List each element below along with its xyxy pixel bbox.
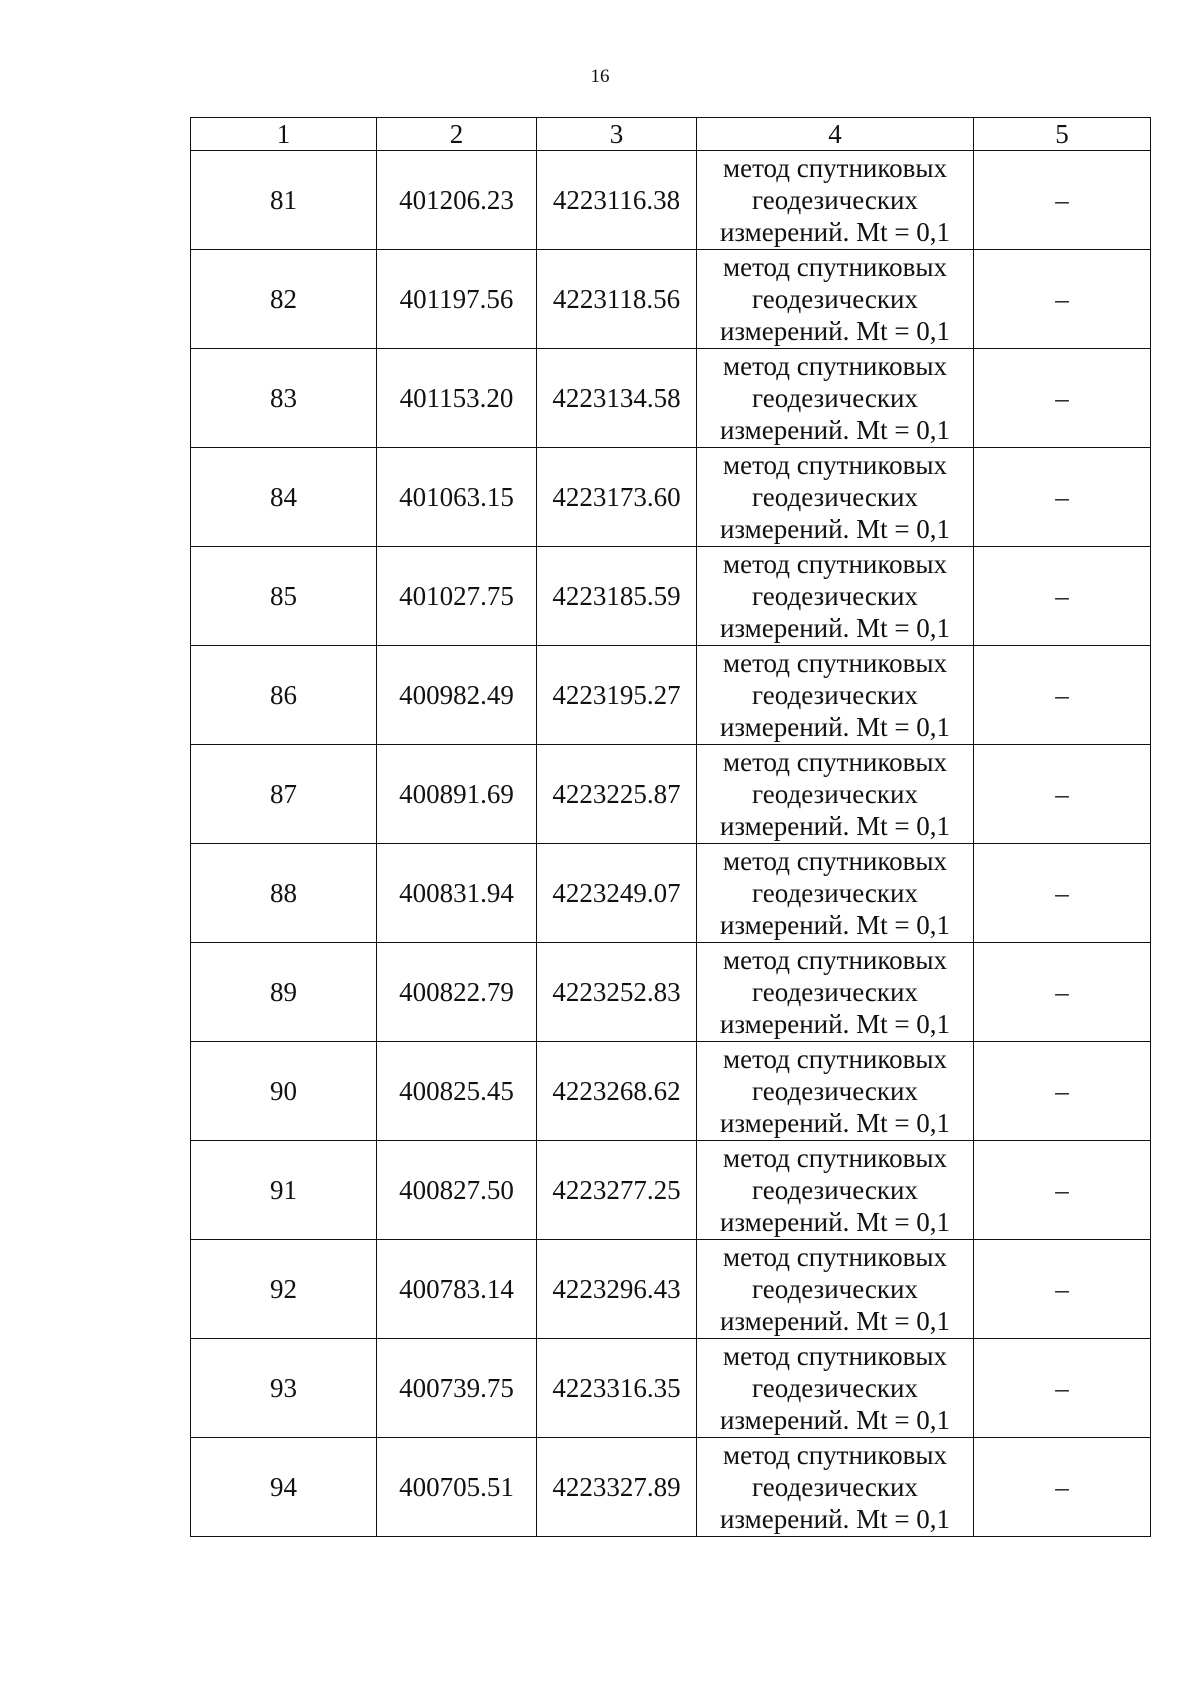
- note-cell: –: [974, 1141, 1151, 1240]
- table-row: [191, 1438, 1151, 1537]
- table-row: [191, 250, 1151, 349]
- x-coordinate-cell: 400827.50: [377, 1141, 537, 1240]
- method-line: измерений. Mt = 0,1: [719, 1009, 951, 1039]
- method-line: геодезических: [752, 581, 918, 611]
- x-coordinate-cell: 400822.79: [377, 943, 537, 1042]
- y-coordinate-cell: 4223316.35: [537, 1339, 697, 1438]
- note-cell: –: [974, 547, 1151, 646]
- note-cell: –: [974, 1438, 1151, 1537]
- point-number-cell: 94: [191, 1438, 377, 1537]
- point-number-cell: 92: [191, 1240, 377, 1339]
- method-cell: [697, 349, 974, 448]
- method-line: геодезических: [752, 482, 918, 512]
- method-line: геодезических: [752, 1175, 918, 1205]
- method-line: измерений. Mt = 0,1: [719, 613, 951, 643]
- y-coordinate-cell: 4223249.07: [537, 844, 697, 943]
- column-header-1: 1: [191, 118, 377, 151]
- point-number-cell: 90: [191, 1042, 377, 1141]
- note-cell: –: [974, 349, 1151, 448]
- method-line: измерений. Mt = 0,1: [719, 910, 951, 940]
- table-row: [191, 349, 1151, 448]
- y-coordinate-cell: 4223327.89: [537, 1438, 697, 1537]
- note-cell: –: [974, 448, 1151, 547]
- y-coordinate-cell: 4223268.62: [537, 1042, 697, 1141]
- method-cell: [697, 151, 974, 250]
- note-cell: –: [974, 1240, 1151, 1339]
- coordinates-table: [190, 117, 1151, 1537]
- note-cell: –: [974, 250, 1151, 349]
- method-line: измерений. Mt = 0,1: [719, 1504, 951, 1534]
- method-cell: [697, 943, 974, 1042]
- note-cell: –: [974, 151, 1151, 250]
- table-row: [191, 745, 1151, 844]
- method-line: геодезических: [752, 284, 918, 314]
- method-cell: [697, 1042, 974, 1141]
- table-row: [191, 1240, 1151, 1339]
- column-header-4: 4: [697, 118, 974, 151]
- point-number-cell: 86: [191, 646, 377, 745]
- table-row: [191, 844, 1151, 943]
- method-line: метод спутниковых: [723, 351, 947, 381]
- method-line: метод спутниковых: [723, 153, 947, 183]
- method-line: измерений. Mt = 0,1: [719, 1207, 951, 1237]
- method-cell: [697, 1240, 974, 1339]
- note-cell: –: [974, 646, 1151, 745]
- method-line: геодезических: [752, 185, 918, 215]
- table-row: [191, 547, 1151, 646]
- method-line: измерений. Mt = 0,1: [719, 514, 951, 544]
- method-cell: [697, 1339, 974, 1438]
- method-cell: [697, 1141, 974, 1240]
- method-line: метод спутниковых: [723, 1143, 947, 1173]
- point-number-cell: 93: [191, 1339, 377, 1438]
- point-number-cell: 83: [191, 349, 377, 448]
- method-cell: [697, 1438, 974, 1537]
- x-coordinate-cell: 400739.75: [377, 1339, 537, 1438]
- x-coordinate-cell: 401063.15: [377, 448, 537, 547]
- page-number: 16: [590, 66, 610, 87]
- method-line: измерений. Mt = 0,1: [719, 1108, 951, 1138]
- y-coordinate-cell: 4223134.58: [537, 349, 697, 448]
- table-row: [191, 1141, 1151, 1240]
- x-coordinate-cell: 400982.49: [377, 646, 537, 745]
- x-coordinate-cell: 400705.51: [377, 1438, 537, 1537]
- method-line: метод спутниковых: [723, 648, 947, 678]
- method-line: геодезических: [752, 680, 918, 710]
- point-number-cell: 91: [191, 1141, 377, 1240]
- method-line: геодезических: [752, 1076, 918, 1106]
- method-line: метод спутниковых: [723, 846, 947, 876]
- point-number-cell: 85: [191, 547, 377, 646]
- table-row: [191, 448, 1151, 547]
- method-line: геодезических: [752, 779, 918, 809]
- method-line: метод спутниковых: [723, 747, 947, 777]
- y-coordinate-cell: 4223195.27: [537, 646, 697, 745]
- column-header-5: 5: [974, 118, 1151, 151]
- note-cell: –: [974, 745, 1151, 844]
- y-coordinate-cell: 4223185.59: [537, 547, 697, 646]
- table-row: [191, 646, 1151, 745]
- method-cell: [697, 745, 974, 844]
- method-cell: [697, 448, 974, 547]
- x-coordinate-cell: 400831.94: [377, 844, 537, 943]
- table-body: [191, 151, 1151, 1537]
- y-coordinate-cell: 4223277.25: [537, 1141, 697, 1240]
- method-cell: [697, 646, 974, 745]
- table-row: [191, 1339, 1151, 1438]
- y-coordinate-cell: 4223116.38: [537, 151, 697, 250]
- note-cell: –: [974, 1042, 1151, 1141]
- point-number-cell: 81: [191, 151, 377, 250]
- method-line: метод спутниковых: [723, 1044, 947, 1074]
- point-number-cell: 82: [191, 250, 377, 349]
- method-line: геодезических: [752, 1274, 918, 1304]
- point-number-cell: 88: [191, 844, 377, 943]
- method-line: измерений. Mt = 0,1: [719, 415, 951, 445]
- note-cell: –: [974, 844, 1151, 943]
- y-coordinate-cell: 4223225.87: [537, 745, 697, 844]
- y-coordinate-cell: 4223118.56: [537, 250, 697, 349]
- note-cell: –: [974, 943, 1151, 1042]
- method-cell: [697, 250, 974, 349]
- method-line: измерений. Mt = 0,1: [719, 811, 951, 841]
- column-header-2: 2: [377, 118, 537, 151]
- point-number-cell: 89: [191, 943, 377, 1042]
- method-line: метод спутниковых: [723, 945, 947, 975]
- method-line: измерений. Mt = 0,1: [719, 1306, 951, 1336]
- method-line: измерений. Mt = 0,1: [719, 217, 951, 247]
- method-line: метод спутниковых: [723, 1242, 947, 1272]
- method-line: измерений. Mt = 0,1: [719, 1405, 951, 1435]
- method-line: метод спутниковых: [723, 549, 947, 579]
- method-line: геодезических: [752, 383, 918, 413]
- method-line: геодезических: [752, 878, 918, 908]
- y-coordinate-cell: 4223173.60: [537, 448, 697, 547]
- method-line: геодезических: [752, 977, 918, 1007]
- table-row: [191, 151, 1151, 250]
- x-coordinate-cell: 400891.69: [377, 745, 537, 844]
- method-cell: [697, 547, 974, 646]
- method-line: геодезических: [752, 1472, 918, 1502]
- y-coordinate-cell: 4223296.43: [537, 1240, 697, 1339]
- method-line: геодезических: [752, 1373, 918, 1403]
- note-cell: –: [974, 1339, 1151, 1438]
- y-coordinate-cell: 4223252.83: [537, 943, 697, 1042]
- table-header: [191, 118, 1151, 151]
- x-coordinate-cell: 401027.75: [377, 547, 537, 646]
- point-number-cell: 87: [191, 745, 377, 844]
- header-row: [191, 118, 1151, 151]
- method-line: метод спутниковых: [723, 1341, 947, 1371]
- method-cell: [697, 844, 974, 943]
- method-line: измерений. Mt = 0,1: [719, 316, 951, 346]
- table-row: [191, 1042, 1151, 1141]
- table-row: [191, 943, 1151, 1042]
- column-header-3: 3: [537, 118, 697, 151]
- method-line: метод спутниковых: [723, 1440, 947, 1470]
- x-coordinate-cell: 400783.14: [377, 1240, 537, 1339]
- x-coordinate-cell: 400825.45: [377, 1042, 537, 1141]
- method-line: метод спутниковых: [723, 252, 947, 282]
- method-line: измерений. Mt = 0,1: [719, 712, 951, 742]
- x-coordinate-cell: 401197.56: [377, 250, 537, 349]
- x-coordinate-cell: 401206.23: [377, 151, 537, 250]
- method-line: метод спутниковых: [723, 450, 947, 480]
- x-coordinate-cell: 401153.20: [377, 349, 537, 448]
- point-number-cell: 84: [191, 448, 377, 547]
